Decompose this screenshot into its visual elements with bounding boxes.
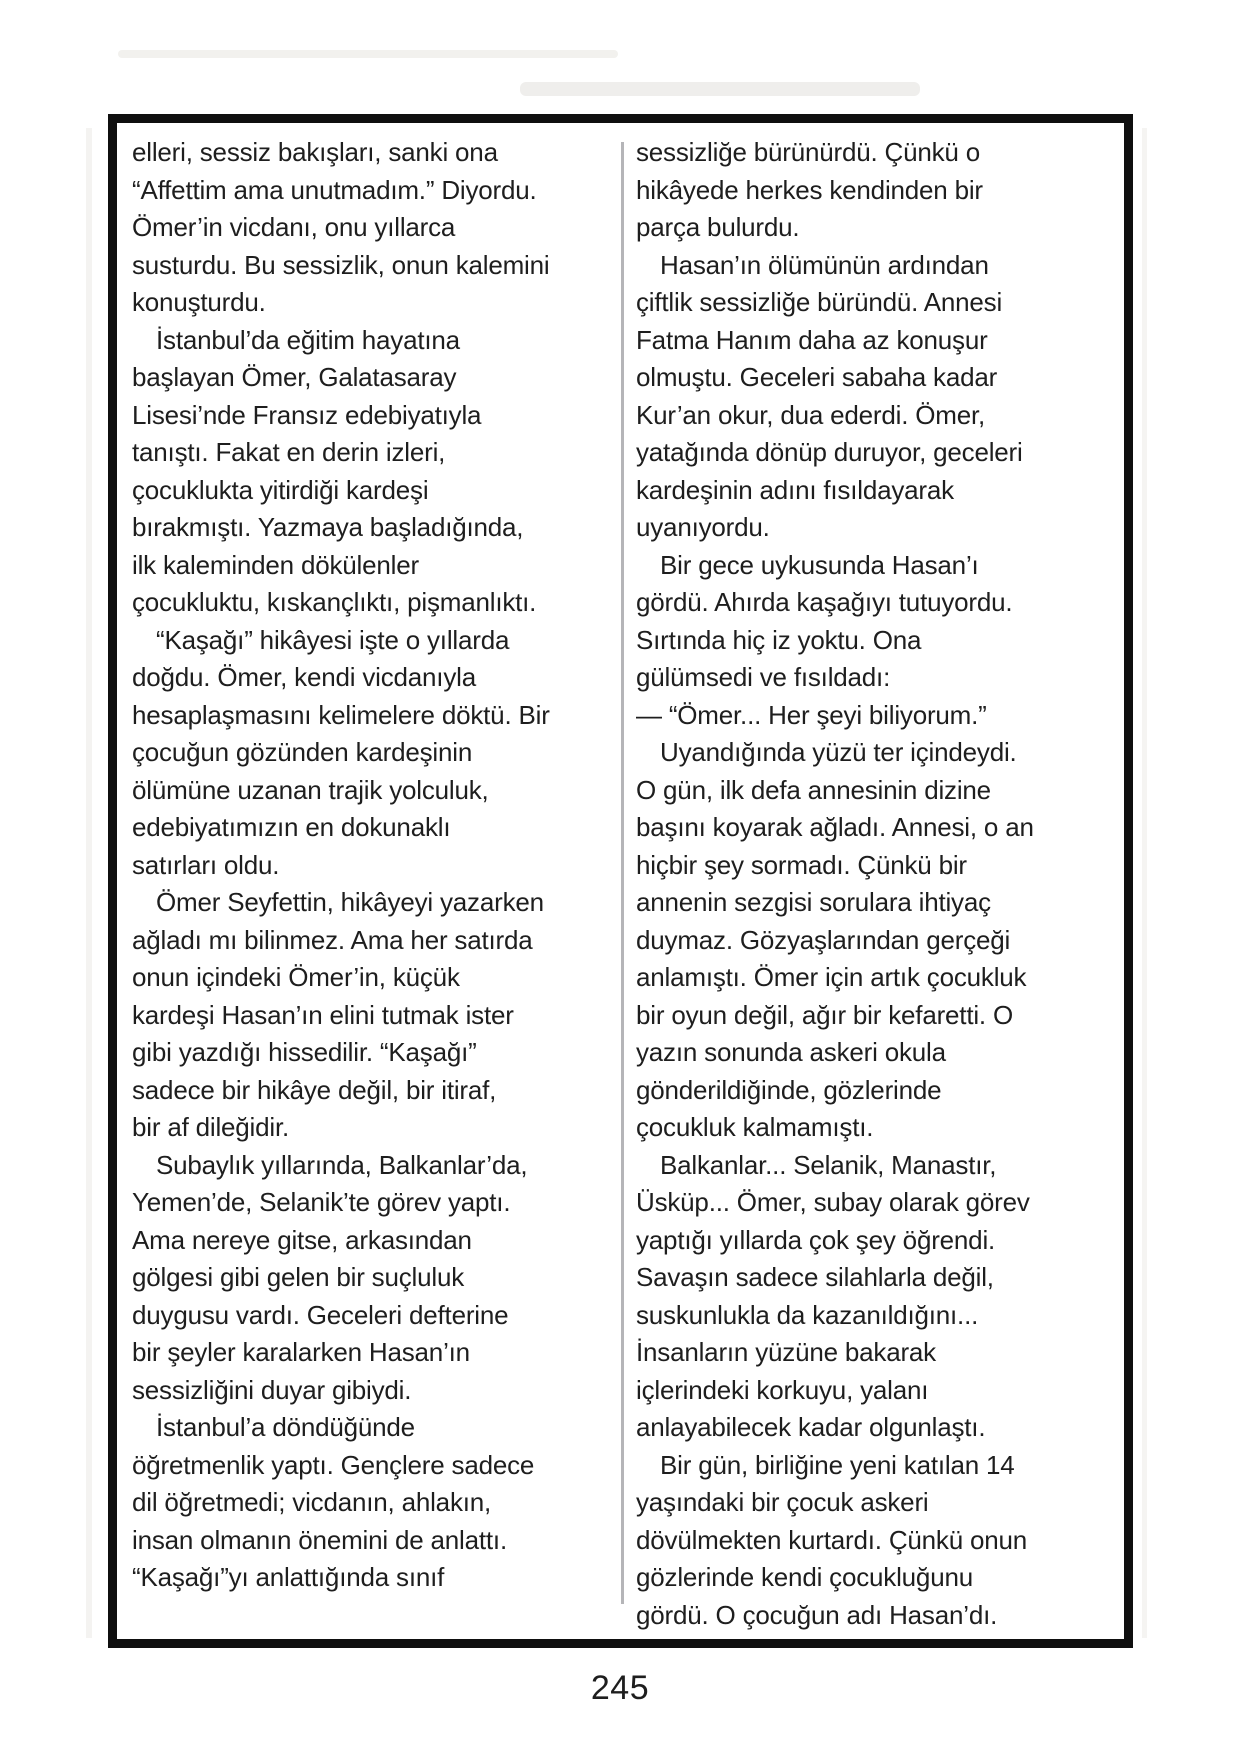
text-line: Ömer’in vicdanı, onu yıllarca	[132, 212, 456, 242]
text-line: bir şeyler karalarken Hasan’ın	[132, 1337, 470, 1367]
text-line: İstanbul’a döndüğünde	[156, 1412, 415, 1442]
text-line: bir oyun değil, ağır bir kefaretti. O	[636, 999, 1014, 1030]
text-line: çocukluktu, kıskançlıktı, pişmanlıktı.	[132, 587, 537, 617]
column-divider	[621, 142, 624, 1604]
text-line: hikâyede herkes kendinden bir	[636, 174, 983, 205]
text-line: elleri, sessiz bakışları, sanki ona	[132, 137, 498, 167]
text-line: ölümüne uzanan trajik yolculuk,	[132, 774, 489, 805]
text-line: ilk kaleminden dökülenler	[132, 549, 419, 580]
text-line: “Kaşağı”yı anlattığında sınıf	[132, 1562, 445, 1592]
text-line: Bir gün, birliğine yeni katılan 14	[660, 1449, 1015, 1480]
text-line: Subaylık yıllarında, Balkanlar’da,	[156, 1149, 528, 1180]
text-line: yaşındaki bir çocuk askeri	[636, 1487, 929, 1517]
text-line: insan olmanın önemini de anlattı.	[132, 1524, 507, 1555]
text-line: edebiyatımızın en dokunaklı	[132, 812, 451, 842]
text-line: Fatma Hanım daha az konuşur	[636, 324, 988, 355]
text-line: — “Ömer... Her şeyi biliyorum.”	[636, 699, 987, 730]
text-line: konuşturdu.	[132, 287, 266, 317]
text-line: çocuklukta yitirdiği kardeşi	[132, 474, 429, 505]
text-line: Kur’an okur, dua ederdi. Ömer,	[636, 399, 986, 430]
text-line: gönderildiğinde, gözlerinde	[636, 1074, 942, 1105]
text-line: duygusu vardı. Geceleri defterine	[132, 1299, 509, 1330]
text-line: yazın sonunda askeri okula	[636, 1037, 946, 1067]
text-line: Savaşın sadece silahlarla değil,	[636, 1262, 994, 1292]
text-line: “Kaşağı” hikâyesi işte o yıllarda	[156, 624, 510, 655]
text-line: kardeşi Hasan’ın elini tutmak ister	[132, 999, 514, 1030]
right-column	[636, 134, 1124, 1634]
scan-artifact	[118, 50, 618, 58]
text-line: hiçbir şey sormadı. Çünkü bir	[636, 849, 967, 880]
text-line: suskunlukla da kazanıldığını...	[636, 1299, 979, 1330]
text-line: uyanıyordu.	[636, 512, 770, 542]
text-line: anlamıştı. Ömer için artık çocukluk	[636, 962, 1027, 992]
text-line: olmuştu. Geceleri sabaha kadar	[636, 362, 998, 392]
text-line: Ama nereye gitse, arkasından	[132, 1224, 472, 1255]
text-line: duymaz. Gözyaşlarından gerçeği	[636, 924, 1011, 955]
text-line: bırakmıştı. Yazmaya başladığında,	[132, 512, 524, 542]
text-line: doğdu. Ömer, kendi vicdanıyla	[132, 662, 476, 692]
text-line: İstanbul’da eğitim hayatına	[156, 324, 460, 355]
text-line: hesaplaşmasını kelimelere döktü. Bir	[132, 699, 550, 730]
text-line: Balkanlar... Selanik, Manastır,	[660, 1149, 997, 1180]
text-line: parça bulurdu.	[636, 212, 800, 242]
text-line: ağladı mı bilinmez. Ama her satırda	[132, 924, 533, 955]
text-line: gülümsedi ve fısıldadı:	[636, 662, 891, 692]
text-line: dil öğretmedi; vicdanın, ahlakın,	[132, 1487, 492, 1517]
text-line: onun içindeki Ömer’in, küçük	[132, 962, 460, 992]
text-line: öğretmenlik yaptı. Gençlere sadece	[132, 1449, 535, 1480]
text-line: başını koyarak ağladı. Annesi, o an	[636, 812, 1034, 842]
text-line: gözlerinde kendi çocukluğunu	[636, 1562, 973, 1592]
text-line: tanıştı. Fakat en derin izleri,	[132, 437, 446, 467]
text-line: Yemen’de, Selanik’te görev yaptı.	[132, 1187, 511, 1217]
text-line: “Affettim ama unutmadım.” Diyordu.	[132, 174, 537, 205]
scan-artifact	[520, 82, 920, 96]
scan-artifact	[86, 128, 92, 1638]
text-line: dövülmekten kurtardı. Çünkü onun	[636, 1524, 1028, 1555]
text-line: yatağında dönüp duruyor, geceleri	[636, 437, 1023, 467]
text-line: yaptığı yıllarda çok şey öğrendi.	[636, 1224, 996, 1255]
page-number: 245	[590, 1669, 650, 1707]
text-line: anlayabilecek kadar olgunlaştı.	[636, 1412, 986, 1442]
text-line: annenin sezgisi sorulara ihtiyaç	[636, 887, 991, 917]
text-line: gördü. O çocuğun adı Hasan’dı.	[636, 1599, 998, 1630]
text-line: çiftlik sessizliğe büründü. Annesi	[636, 287, 1003, 317]
text-line: O gün, ilk defa annesinin dizine	[636, 774, 991, 805]
text-line: gördü. Ahırda kaşağıyı tutuyordu.	[636, 587, 1013, 617]
text-line: Sırtında hiç iz yoktu. Ona	[636, 624, 922, 655]
text-line: gibi yazdığı hissedilir. “Kaşağı”	[132, 1037, 477, 1067]
text-line: sadece bir hikâye değil, bir itiraf,	[132, 1074, 497, 1105]
text-line: Üsküp... Ömer, subay olarak görev	[636, 1187, 1030, 1217]
text-line: Lisesi’nde Fransız edebiyatıyla	[132, 399, 482, 430]
text-line: satırları oldu.	[132, 849, 280, 880]
text-line: İnsanların yüzüne bakarak	[636, 1337, 936, 1367]
text-line: Ömer Seyfettin, hikâyeyi yazarken	[156, 887, 544, 917]
left-column	[132, 134, 614, 1597]
text-line: Hasan’ın ölümünün ardından	[660, 249, 989, 280]
text-line: Bir gece uykusunda Hasan’ı	[660, 549, 979, 580]
text-line: çocuğun gözünden kardeşinin	[132, 737, 473, 767]
text-line: kardeşinin adını fısıldayarak	[636, 474, 954, 505]
text-line: içlerindeki korkuyu, yalanı	[636, 1374, 929, 1405]
text-line: sessizliğe bürünürdü. Çünkü o	[636, 137, 980, 167]
text-line: gölgesi gibi gelen bir suçluluk	[132, 1262, 465, 1292]
text-line: bir af dileğidir.	[132, 1112, 290, 1142]
text-line: çocukluk kalmamıştı.	[636, 1112, 874, 1142]
text-line: susturdu. Bu sessizlik, onun kalemini	[132, 249, 550, 280]
text-line: sessizliğini duyar gibiydi.	[132, 1374, 412, 1405]
scan-artifact	[1142, 128, 1147, 1638]
text-line: başlayan Ömer, Galatasaray	[132, 362, 457, 392]
text-line: Uyandığında yüzü ter içindeydi.	[660, 737, 1017, 767]
